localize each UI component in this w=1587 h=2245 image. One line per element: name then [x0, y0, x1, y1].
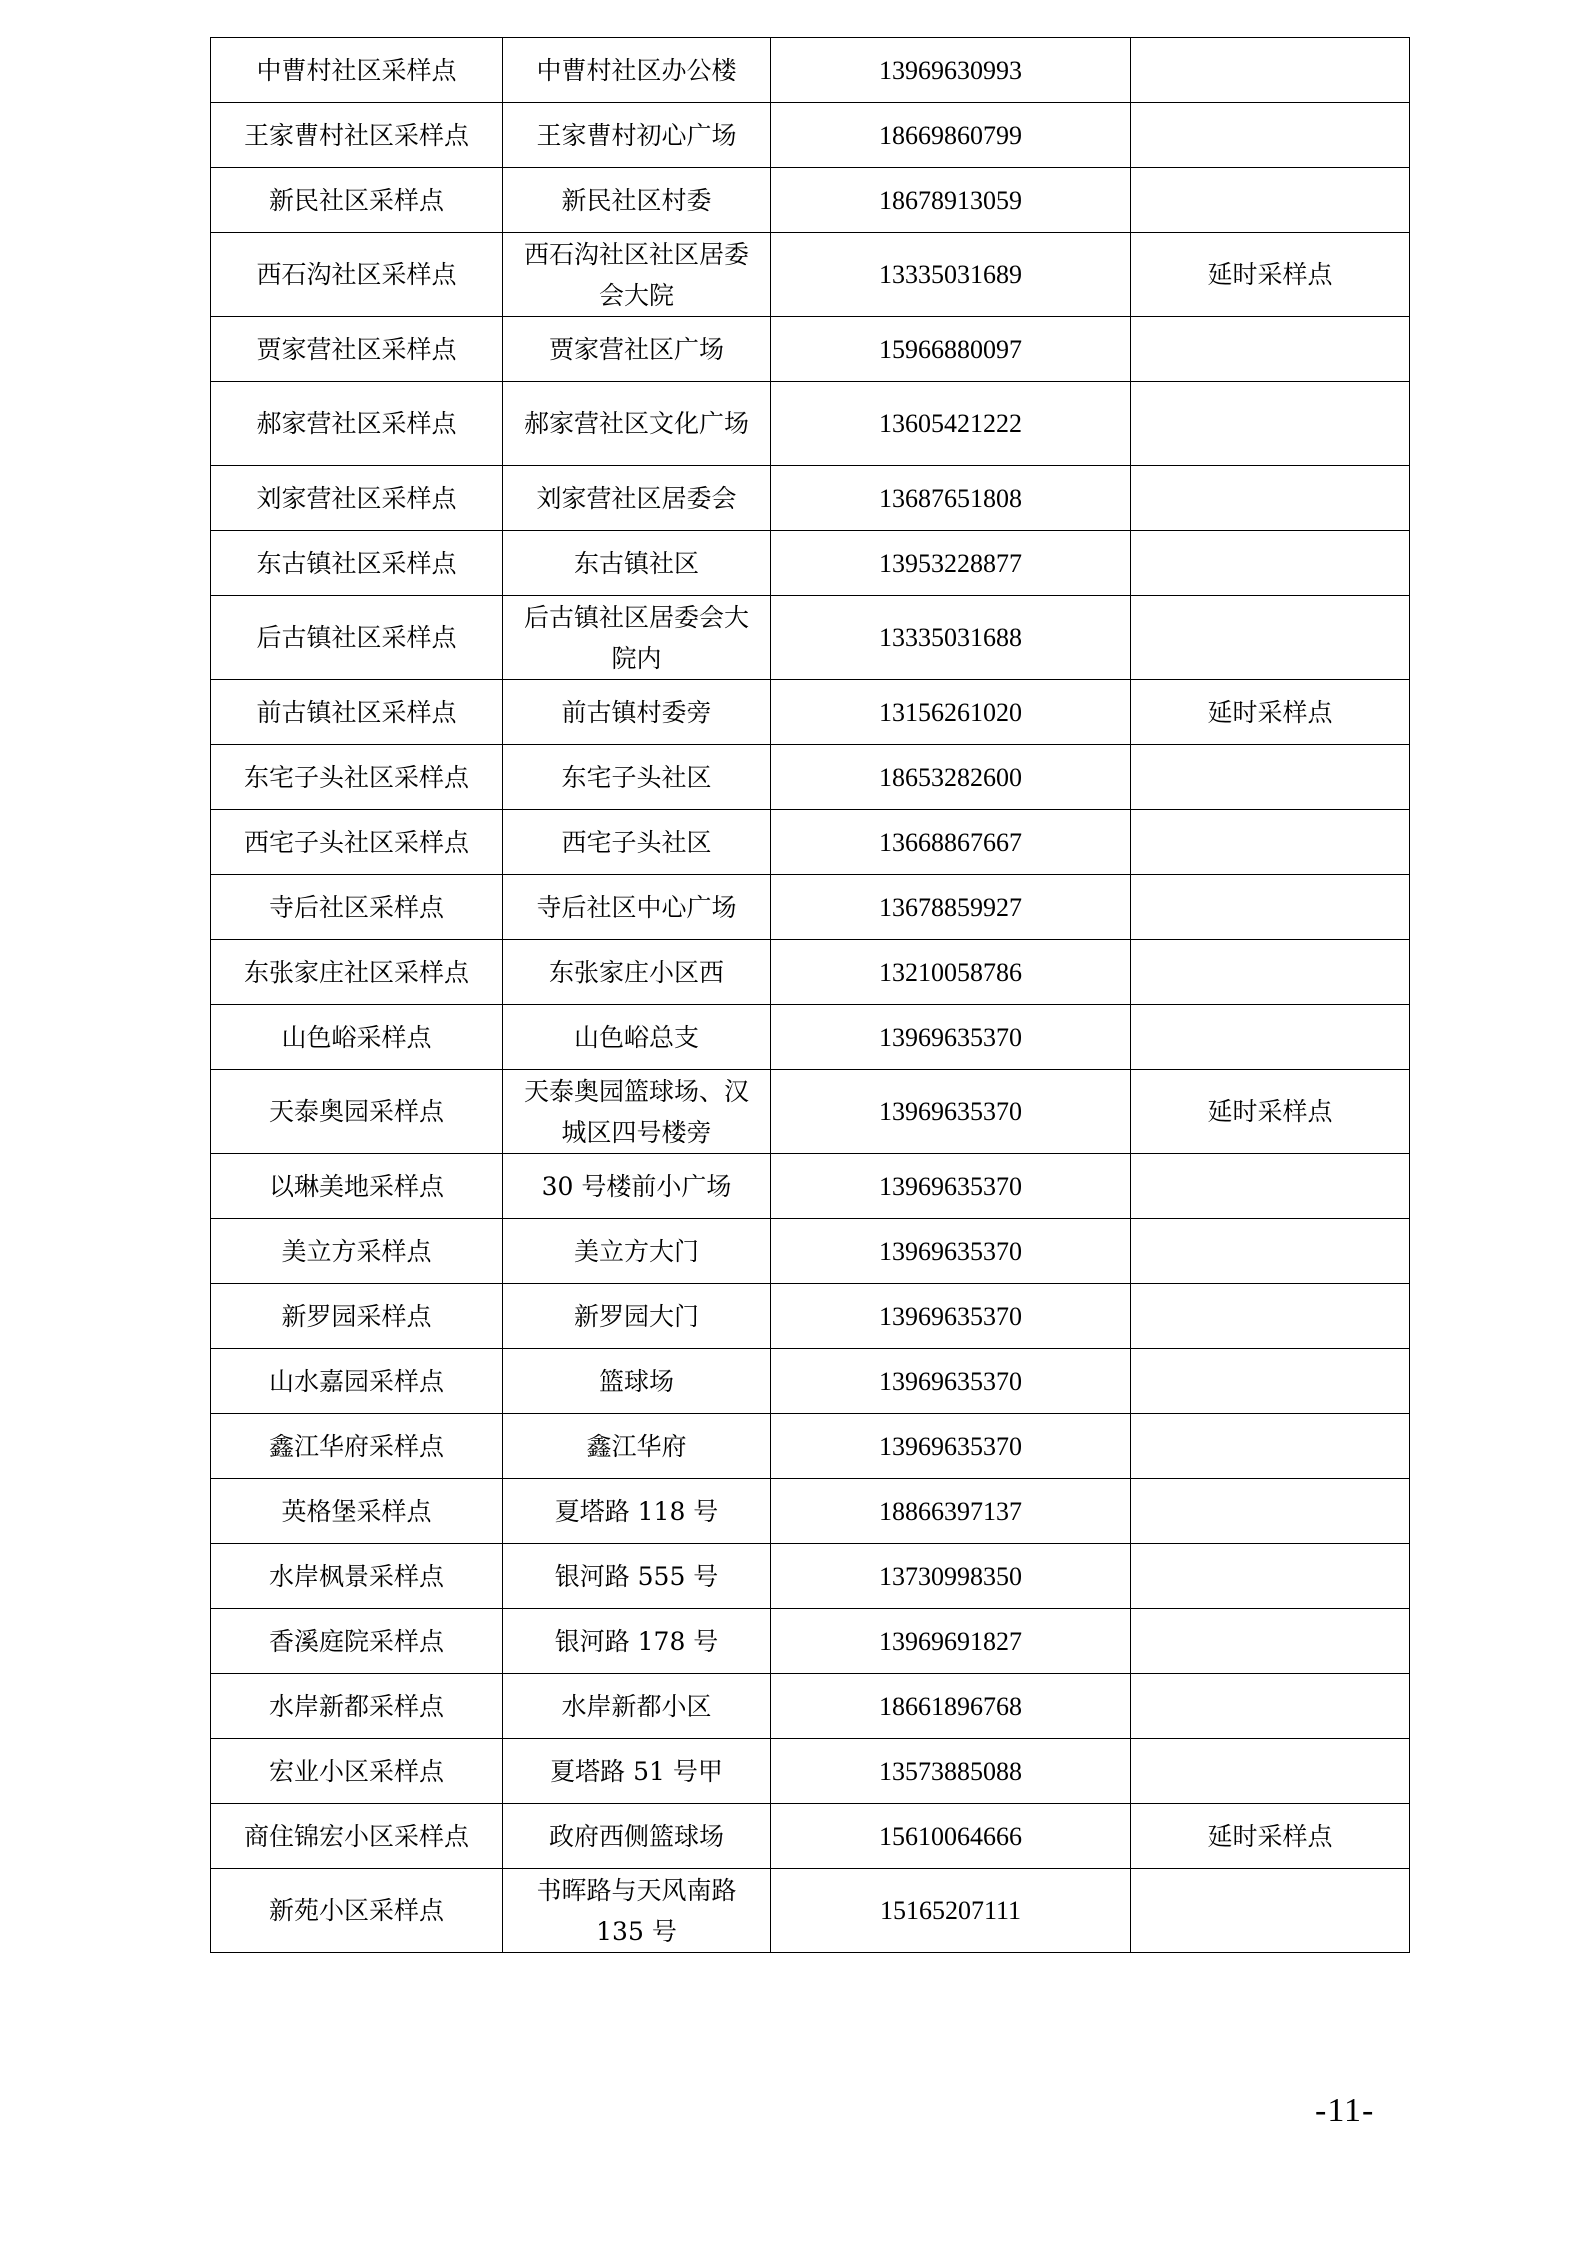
- phone-cell: 13969635370: [771, 1414, 1131, 1479]
- note-cell: [1131, 940, 1410, 1005]
- table-row: [211, 810, 1410, 875]
- site-name-cell: 刘家营社区采样点: [211, 466, 503, 531]
- site-location-cell: 银河路 555 号: [503, 1544, 771, 1609]
- table-row: [211, 1479, 1410, 1544]
- site-location-cell: 东宅子头社区: [503, 745, 771, 810]
- phone-cell: 18866397137: [771, 1479, 1131, 1544]
- phone-cell: 13969635370: [771, 1219, 1131, 1284]
- site-location-cell: 美立方大门: [503, 1219, 771, 1284]
- site-location-cell: 中曹村社区办公楼: [503, 38, 771, 103]
- note-cell: [1131, 1154, 1410, 1219]
- site-location-cell: 刘家营社区居委会: [503, 466, 771, 531]
- note-cell: [1131, 382, 1410, 466]
- site-name-cell: 鑫江华府采样点: [211, 1414, 503, 1479]
- table-row: [211, 1544, 1410, 1609]
- table-row: [211, 1005, 1410, 1070]
- table-row: [211, 1219, 1410, 1284]
- site-name-cell: 西宅子头社区采样点: [211, 810, 503, 875]
- note-cell: [1131, 168, 1410, 233]
- site-location-cell: 东张家庄小区西: [503, 940, 771, 1005]
- site-name-cell: 英格堡采样点: [211, 1479, 503, 1544]
- table-row: [211, 1609, 1410, 1674]
- phone-cell: 18661896768: [771, 1674, 1131, 1739]
- note-cell: 延时采样点: [1131, 680, 1410, 745]
- note-cell: [1131, 103, 1410, 168]
- table-row: [211, 1674, 1410, 1739]
- phone-cell: 13969635370: [771, 1284, 1131, 1349]
- site-location-cell: 山色峪总支: [503, 1005, 771, 1070]
- table-row: [211, 531, 1410, 596]
- site-location-cell: 夏塔路 118 号: [503, 1479, 771, 1544]
- phone-cell: 18669860799: [771, 103, 1131, 168]
- site-name-cell: 山水嘉园采样点: [211, 1349, 503, 1414]
- note-cell: [1131, 810, 1410, 875]
- site-name-cell: 美立方采样点: [211, 1219, 503, 1284]
- site-name-cell: 新罗园采样点: [211, 1284, 503, 1349]
- note-cell: [1131, 317, 1410, 382]
- note-cell: [1131, 1739, 1410, 1804]
- page-number: -11-: [1315, 2092, 1375, 2129]
- note-cell: 延时采样点: [1131, 1804, 1410, 1869]
- note-cell: [1131, 466, 1410, 531]
- site-location-cell: 政府西侧篮球场: [503, 1804, 771, 1869]
- phone-cell: 13953228877: [771, 531, 1131, 596]
- site-location-cell: 银河路 178 号: [503, 1609, 771, 1674]
- site-name-cell: 郝家营社区采样点: [211, 382, 503, 466]
- note-cell: [1131, 1869, 1410, 1953]
- table-row: [211, 1349, 1410, 1414]
- note-cell: 延时采样点: [1131, 1070, 1410, 1154]
- site-name-cell: 以琳美地采样点: [211, 1154, 503, 1219]
- site-name-cell: 山色峪采样点: [211, 1005, 503, 1070]
- site-location-cell: 书晖路与天风南路 135 号: [503, 1869, 771, 1953]
- site-name-cell: 香溪庭院采样点: [211, 1609, 503, 1674]
- site-name-cell: 天泰奥园采样点: [211, 1070, 503, 1154]
- table-body: [211, 38, 1410, 1953]
- site-name-cell: 后古镇社区采样点: [211, 596, 503, 680]
- note-cell: 延时采样点: [1131, 233, 1410, 317]
- table-row: [211, 596, 1410, 680]
- table-row: [211, 317, 1410, 382]
- note-cell: [1131, 1005, 1410, 1070]
- note-cell: [1131, 1284, 1410, 1349]
- note-cell: [1131, 1349, 1410, 1414]
- site-name-cell: 新苑小区采样点: [211, 1869, 503, 1953]
- note-cell: [1131, 1609, 1410, 1674]
- note-cell: [1131, 1479, 1410, 1544]
- table-row: [211, 466, 1410, 531]
- phone-cell: 13573885088: [771, 1739, 1131, 1804]
- site-location-cell: 鑫江华府: [503, 1414, 771, 1479]
- site-name-cell: 东张家庄社区采样点: [211, 940, 503, 1005]
- table-row: [211, 168, 1410, 233]
- phone-cell: 13335031689: [771, 233, 1131, 317]
- phone-cell: 13210058786: [771, 940, 1131, 1005]
- site-location-cell: 西宅子头社区: [503, 810, 771, 875]
- table-row: [211, 103, 1410, 168]
- table-row: [211, 1869, 1410, 1953]
- note-cell: [1131, 1674, 1410, 1739]
- sampling-sites-table: [210, 37, 1410, 1953]
- note-cell: [1131, 745, 1410, 810]
- table-row: [211, 1414, 1410, 1479]
- phone-cell: 13969635370: [771, 1154, 1131, 1219]
- site-name-cell: 贾家营社区采样点: [211, 317, 503, 382]
- table-row: [211, 680, 1410, 745]
- site-location-cell: 西石沟社区社区居委会大院: [503, 233, 771, 317]
- phone-cell: 13969635370: [771, 1349, 1131, 1414]
- site-location-cell: 郝家营社区文化广场: [503, 382, 771, 466]
- site-name-cell: 东古镇社区采样点: [211, 531, 503, 596]
- table-row: [211, 745, 1410, 810]
- site-name-cell: 商住锦宏小区采样点: [211, 1804, 503, 1869]
- site-name-cell: 水岸枫景采样点: [211, 1544, 503, 1609]
- phone-cell: 18678913059: [771, 168, 1131, 233]
- note-cell: [1131, 596, 1410, 680]
- site-location-cell: 东古镇社区: [503, 531, 771, 596]
- site-name-cell: 寺后社区采样点: [211, 875, 503, 940]
- phone-cell: 13969630993: [771, 38, 1131, 103]
- table-row: [211, 1284, 1410, 1349]
- table-row: [211, 38, 1410, 103]
- site-name-cell: 东宅子头社区采样点: [211, 745, 503, 810]
- phone-cell: 13969635370: [771, 1070, 1131, 1154]
- site-location-cell: 前古镇村委旁: [503, 680, 771, 745]
- site-location-cell: 30 号楼前小广场: [503, 1154, 771, 1219]
- site-location-cell: 王家曹村初心广场: [503, 103, 771, 168]
- site-location-cell: 夏塔路 51 号甲: [503, 1739, 771, 1804]
- phone-cell: 13335031688: [771, 596, 1131, 680]
- site-name-cell: 前古镇社区采样点: [211, 680, 503, 745]
- phone-cell: 13730998350: [771, 1544, 1131, 1609]
- phone-cell: 13668867667: [771, 810, 1131, 875]
- phone-cell: 15610064666: [771, 1804, 1131, 1869]
- phone-cell: 15966880097: [771, 317, 1131, 382]
- site-location-cell: 寺后社区中心广场: [503, 875, 771, 940]
- site-location-cell: 篮球场: [503, 1349, 771, 1414]
- note-cell: [1131, 38, 1410, 103]
- table-row: [211, 940, 1410, 1005]
- site-name-cell: 西石沟社区采样点: [211, 233, 503, 317]
- phone-cell: 13156261020: [771, 680, 1131, 745]
- phone-cell: 15165207111: [771, 1869, 1131, 1953]
- site-name-cell: 中曹村社区采样点: [211, 38, 503, 103]
- site-name-cell: 新民社区采样点: [211, 168, 503, 233]
- site-location-cell: 天泰奥园篮球场、汉城区四号楼旁: [503, 1070, 771, 1154]
- phone-cell: 13969635370: [771, 1005, 1131, 1070]
- note-cell: [1131, 1219, 1410, 1284]
- table-row: [211, 1804, 1410, 1869]
- table-row: [211, 1739, 1410, 1804]
- table-row: [211, 382, 1410, 466]
- note-cell: [1131, 1414, 1410, 1479]
- site-location-cell: 水岸新都小区: [503, 1674, 771, 1739]
- phone-cell: 13687651808: [771, 466, 1131, 531]
- phone-cell: 18653282600: [771, 745, 1131, 810]
- note-cell: [1131, 531, 1410, 596]
- phone-cell: 13678859927: [771, 875, 1131, 940]
- site-location-cell: 新罗园大门: [503, 1284, 771, 1349]
- site-name-cell: 宏业小区采样点: [211, 1739, 503, 1804]
- site-name-cell: 王家曹村社区采样点: [211, 103, 503, 168]
- note-cell: [1131, 1544, 1410, 1609]
- table-row: [211, 1070, 1410, 1154]
- note-cell: [1131, 875, 1410, 940]
- table-row: [211, 233, 1410, 317]
- table-row: [211, 1154, 1410, 1219]
- phone-cell: 13969691827: [771, 1609, 1131, 1674]
- site-location-cell: 贾家营社区广场: [503, 317, 771, 382]
- phone-cell: 13605421222: [771, 382, 1131, 466]
- site-location-cell: 新民社区村委: [503, 168, 771, 233]
- site-name-cell: 水岸新都采样点: [211, 1674, 503, 1739]
- site-location-cell: 后古镇社区居委会大院内: [503, 596, 771, 680]
- table-row: [211, 875, 1410, 940]
